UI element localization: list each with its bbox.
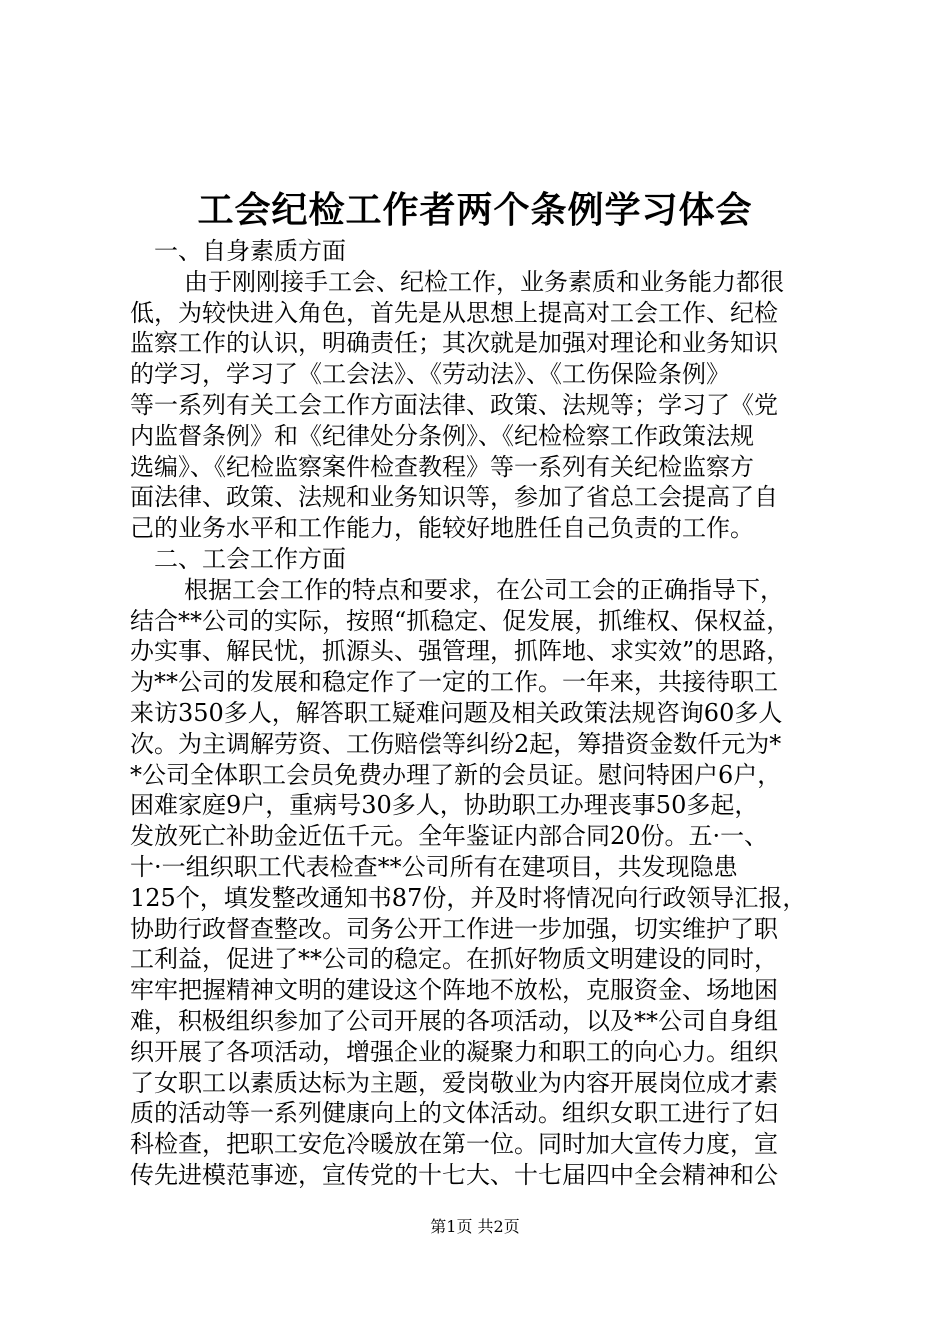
paragraph-line: *公司全体职工会员免费办理了新的会员证。慰问特困户6户， (130, 760, 782, 789)
paragraph-line: 了女职工以素质达标为主题，爱岗敬业为内容开展岗位成才素 (130, 1068, 778, 1097)
paragraph-line: 内监督条例》和《纪律处分条例》、《纪检检察工作政策法规 (130, 421, 754, 450)
paragraph-line: 选编》、《纪检监察案件检查教程》等一系列有关纪检监察方 (130, 452, 754, 481)
paragraph-line: 协助行政督查整改。司务公开工作进一步加强，切实维护了职 (130, 914, 778, 943)
paragraph-line: 根据工会工作的特点和要求，在公司工会的正确指导下， (184, 575, 784, 604)
paragraph-line: 的学习，学习了《工会法》、《劳动法》、《工伤保险条例》 (130, 360, 730, 389)
paragraph-line: 办实事、解民忧，抓源头、强管理，抓阵地、求实效”的思路， (130, 637, 791, 666)
paragraph-line: 为**公司的发展和稳定作了一定的工作。一年来，共接待职工 (130, 668, 778, 697)
paragraph-line: 125个，填发整改通知书87份，并及时将情况向行政领导汇报， (130, 883, 807, 912)
paragraph-line: 传先进模范事迹，宣传党的十七大、十七届四中全会精神和公 (130, 1160, 778, 1189)
paragraph-line: 难，积极组织参加了公司开展的各项活动，以及**公司自身组 (130, 1006, 778, 1035)
paragraph-line: 由于刚刚接手工会、纪检工作，业务素质和业务能力都很 (184, 267, 784, 296)
paragraph-line: 工利益，促进了**公司的稳定。在抓好物质文明建设的同时， (130, 945, 778, 974)
paragraph-line: 次。为主调解劳资、工伤赔偿等纠纷2起，筹措资金数仟元为* (130, 729, 782, 758)
section-heading-2: 二、工会工作方面 (154, 544, 346, 573)
paragraph-line: 发放死亡补助金近伍千元。全年鉴证内部合同20份。五·一、 (130, 822, 769, 851)
paragraph-line: 质的活动等一系列健康向上的文体活动。组织女职工进行了妇 (130, 1099, 778, 1128)
paragraph-line: 等一系列有关工会工作方面法律、政策、法规等；学习了《党 (130, 390, 778, 419)
paragraph-line: 监察工作的认识，明确责任；其次就是加强对理论和业务知识 (130, 329, 778, 358)
paragraph-line: 结合**公司的实际，按照“抓稳定、促发展，抓维权、保权益， (130, 606, 791, 635)
paragraph-line: 来访350多人，解答职工疑难问题及相关政策法规咨询60多人 (130, 698, 783, 727)
paragraph-line: 科检查，把职工安危冷暖放在第一位。同时加大宣传力度，宣 (130, 1130, 778, 1159)
page-number-footer: 第1页 共2页 (430, 1217, 520, 1236)
paragraph-line: 己的业务水平和工作能力，能较好地胜任自己负责的工作。 (130, 514, 754, 543)
document-body (130, 236, 830, 1191)
paragraph-line: 牢牢把握精神文明的建设这个阵地不放松，克服资金、场地困 (130, 976, 778, 1005)
paragraph-line: 织开展了各项活动，增强企业的凝聚力和职工的向心力。组织 (130, 1037, 778, 1066)
paragraph-line: 面法律、政策、法规和业务知识等，参加了省总工会提高了自 (130, 483, 778, 512)
paragraph-line: 低，为较快进入角色，首先是从思想上提高对工会工作、纪检 (130, 298, 778, 327)
paragraph-line: 十·一组织职工代表检查**公司所有在建项目，共发现隐患 (130, 852, 738, 881)
document-title: 工会纪检工作者两个条例学习体会 (197, 189, 753, 231)
paragraph-line: 困难家庭9户，重病号30多人，协助职工办理丧事50多起， (130, 791, 759, 820)
section-heading-1: 一、自身素质方面 (154, 237, 346, 265)
